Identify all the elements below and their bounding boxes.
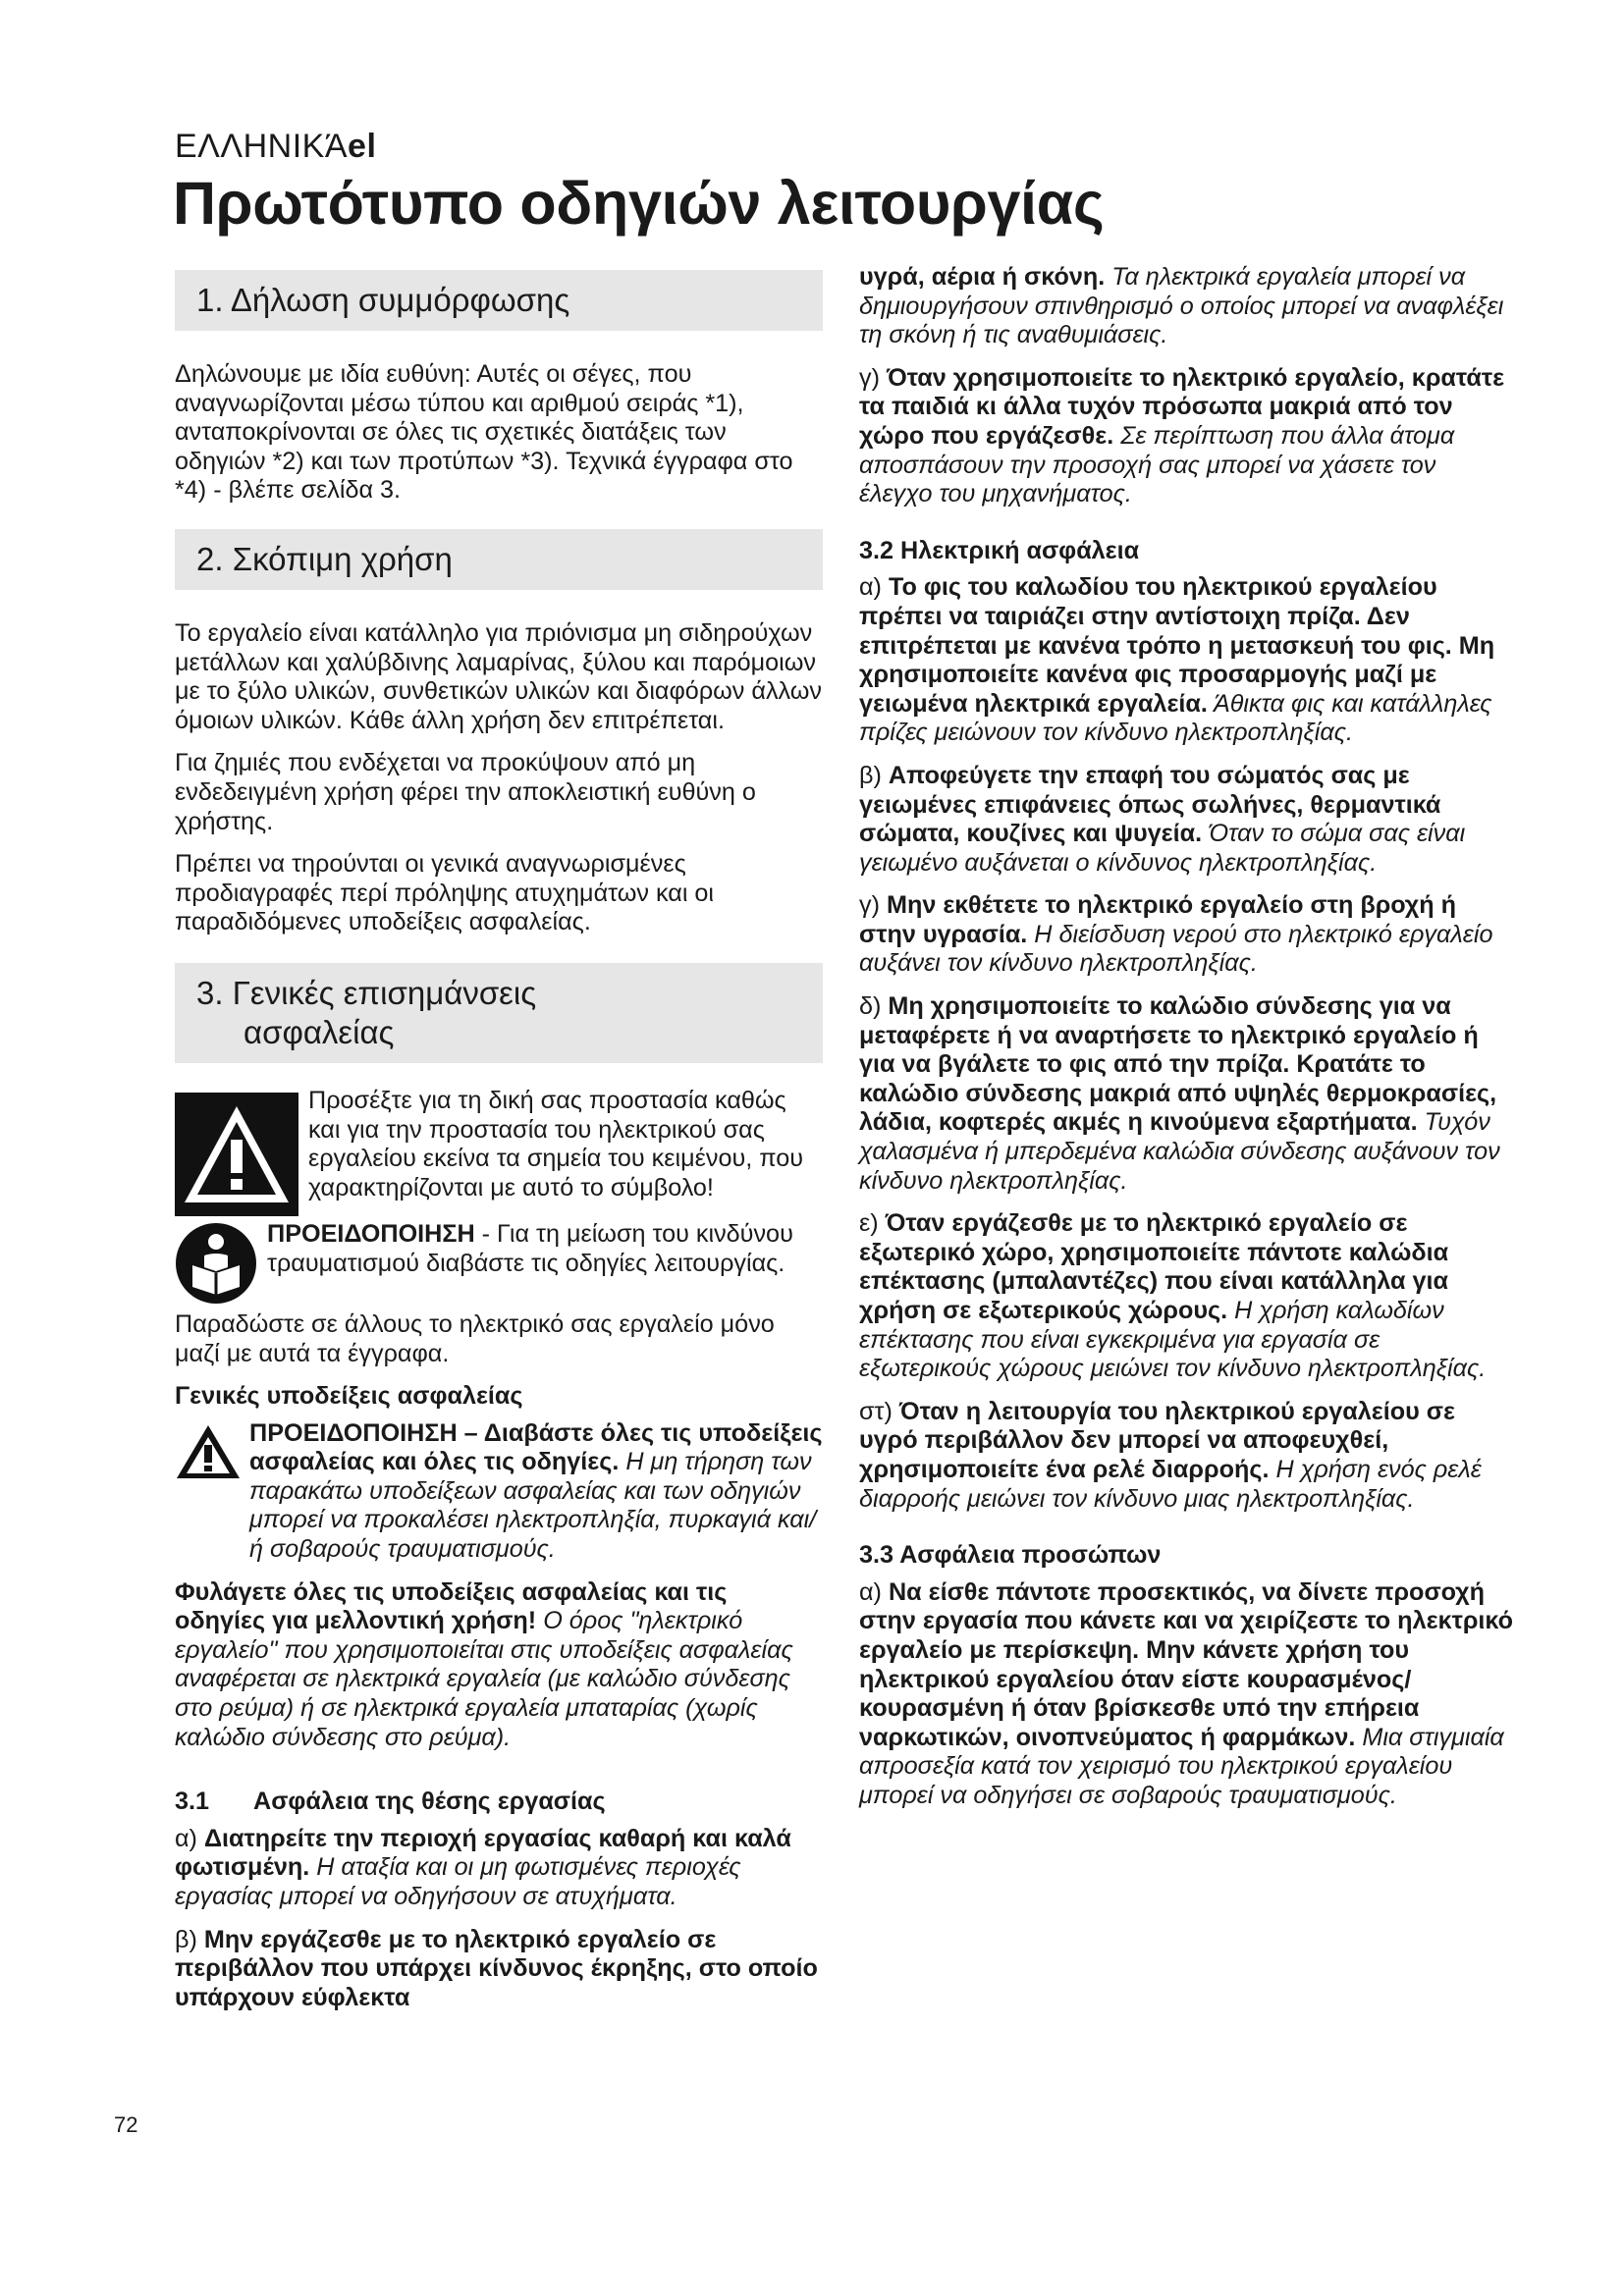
section-3-2-heading: 3.2 Ηλεκτρική ασφάλεια <box>859 536 1140 564</box>
electrical-item-c: γ) Μην εκθέτετε το ηλεκτρικό εργαλείο στη βροχή ή στην υγρασία. Η διείσδυση νερού στο ηλεκτρικό εργαλείο αυξάνει τον κίνδυνο ηλεκτροπληξίας. <box>859 891 1493 978</box>
page-number: 72 <box>114 2112 138 2137</box>
electrical-item-e: ε) Όταν εργάζεσθε με το ηλεκτρικό εργαλείο σε εξωτερικό χώρο, χρησιμοποιείτε πάντοτε καλώδια επέκτασης (μπαλαντέζες) που είναι κατάλληλα για χρήση σε εξωτερικούς χώρους. Η χρήση καλωδίων επέκτασης που είναι εγκεκριμένα για εργασία σε εξωτερικούς χώρους μειώνει τον κίνδυνο ηλεκτροπληξίας. <box>859 1209 1487 1383</box>
left-column <box>175 270 823 2026</box>
workplace-item-c: γ) Όταν χρησιμοποιείτε το ηλεκτρικό εργαλείο, κρατάτε τα παιδιά κι άλλα τυχόν πρόσωπα μακριά από τον χώρο που εργάζεσθε. Σε περίπτωση που άλλα άτομα αποσπάσουν την προσοχή σας μπορεί να χάσετε τον έλεγχο του μηχανήματος. <box>859 363 1505 508</box>
electrical-item-b: β) Αποφεύγετε την επαφή του σώματός σας με γειωμένες επιφάνειες όπως σωλήνες, θερμαντικά σώματα, κουζίνες και ψυγεία. Όταν το σώμα σας είναι γειωμένο αυξάνεται ο κίνδυνος ηλεκτροπληξίας. <box>859 761 1466 877</box>
electrical-item-d: δ) Μη χρησιμοποιείτε το καλώδιο σύνδεσης για να μεταφέρετε ή να αναρτήσετε το ηλεκτρικό εργαλείο ή για να βγάλετε το φις από την πρίζα. Κρατάτε το καλώδιο σύνδεσης μακριά από υψηλές θερμοκρασίες, λάδια, κοφτερές ακμές η κινούμενα εξαρτήματα. Τυχόν χαλασμένα ή μπερδεμένα καλώδια σύνδεσης αυξάνουν τον κίνδυνο ηλεκτροπληξίας. <box>859 992 1500 1195</box>
section-2-paragraph: Πρέπει να τηρούνται οι γενικά αναγνωρισμένες προδιαγραφές περί πρόληψης ατυχημάτων και οι παραδιδόμενες υποδείξεις ασφαλείας. <box>175 850 715 936</box>
section-3-3-heading: 3.3 Ασφάλεια προσώπων <box>859 1541 1162 1570</box>
section-2-heading: 2. Σκόπιμη χρήση <box>175 529 823 590</box>
workplace-item-b-continued: υγρά, αέρια ή σκόνη. Τα ηλεκτρικά εργαλεία μπορεί να δημιουργήσουν σπινθηρισμό ο οποίος μπορεί να αναφλέξει τη σκόνη ή τις αναθυμιάσεις. <box>859 263 1504 349</box>
section-3-heading: 3. Γενικές επισημάνσεις ασφαλείας <box>175 963 823 1063</box>
general-warning-note <box>175 1419 823 1565</box>
keep-instructions-note: Φυλάγετε όλες τις υποδείξεις ασφαλείας και τις οδηγίες για μελλοντική χρήση! Ο όρος "ηλεκτρικό εργαλείο" που χρησιμοποιείται στις υποδείξεις ασφαλείας αναφέρεται σε ηλεκτρικά εργαλεία (με καλώδιο σύνδεσης στο ρεύμα) ή σε ηλεκτρικά εργαλεία μπαταρίας (χωρίς καλώδιο σύνδεσης στο ρεύμα). <box>175 1577 793 1751</box>
language-label: ΕΛΛΗΝΙΚΆel <box>175 128 377 165</box>
warning-triangle-icon <box>175 1093 298 1216</box>
handover-note: Παραδώστε σε άλλους το ηλεκτρικό σας εργαλείο μόνο μαζί με αυτά τα έγγραφα. <box>175 1309 775 1367</box>
warning-symbol-note <box>175 1087 823 1216</box>
page-title: Πρωτότυπο οδηγιών λειτουργίας <box>173 170 1105 237</box>
workplace-item-a: α) Διατηρείτε την περιοχή εργασίας καθαρή και καλά φωτισμένη. Η αταξία και οι μη φωτισμένες περιοχές εργασίας μπορεί να οδηγήσουν σε ατυχήματα. <box>175 1824 791 1910</box>
read-manual-note <box>175 1220 823 1305</box>
section-1-heading: 1. Δήλωση συμμόρφωσης <box>175 270 823 331</box>
electrical-item-a: α) Το φις του καλωδίου του ηλεκτρικού εργαλείου πρέπει να ταιριάζει στην αντίστοιχη πρίζα. Δεν επιτρέπεται με κανένα τρόπο η μετασκευή του φις. Μη χρησιμοποιείτε κανένα φις προσαρμογής μαζί με γειωμένα ηλεκτρικά εργαλεία. Άθικτα φις και κατάλληλες πρίζες μειώνουν τον κίνδυνο ηλεκτροπληξίας. <box>859 573 1495 747</box>
general-warning-text: ΠΡΟΕΙΔΟΠΟΙΗΣΗ – Διαβάστε όλες τις υποδείξεις ασφαλείας και όλες τις οδηγίες. Η μη τήρηση των παρακάτω υποδείξεων ασφαλείας και των οδηγιών μπορεί να προκαλέσει ηλεκτροπληξία, πυρκαγιά και/ή σοβαρούς τραυματισμούς. <box>249 1418 823 1564</box>
read-manual-icon <box>175 1222 257 1305</box>
general-safety-heading: Γενικές υποδείξεις ασφαλείας <box>175 1382 523 1411</box>
personal-item-a: α) Να είσθε πάντοτε προσεκτικός, να δίνετε προσοχή στην εργασία που κάνετε και να χειρίζεστε το ηλεκτρικό εργαλείο με περίσκεψη. Μην κάνετε χρήση του ηλεκτρικού εργαλείου όταν είστε κουρασμένος/κουρασμένη ή όταν βρίσκεσθε υπό την επήρεια ναρκωτικών, οινοπνεύματος ή φαρμάκων. Μια στιγμιαία απροσεξία κατά τον χειρισμό του ηλεκτρικού εργαλείου μπορεί να οδηγήσει σε σοβαρούς τραυματισμούς. <box>859 1577 1513 1809</box>
read-manual-text: ΠΡΟΕΙΔΟΠΟΙΗΣΗ - Για τη μείωση του κινδύνου τραυματισμού διαβάστε τις οδηγίες λειτουργίας. <box>267 1219 793 1277</box>
right-column <box>859 263 1515 1825</box>
section-3-1-heading: 3.1 Ασφάλεια της θέσης εργασίας <box>175 1788 606 1816</box>
warning-symbol-text: Προσέξτε για τη δική σας προστασία καθώς και για την προστασία του ηλεκτρικού σας εργαλείου εκείνα τα σημεία του κειμένου, που χαρακτηρίζονται με αυτό το σύμβολο! <box>308 1086 804 1201</box>
section-2-paragraph: Για ζημιές που ενδέχεται να προκύψουν από μη ενδεδειγμένη χρήση φέρει την αποκλειστική ευθύνη ο χρήστης. <box>175 749 756 835</box>
warning-triangle-small-icon <box>175 1423 242 1480</box>
section-1-text: Δηλώνουμε με ιδία ευθύνη: Αυτές οι σέγες, που αναγνωρίζονται μέσω τύπου και αριθμού σειράς *1), ανταποκρίνονται σε όλες τις σχετικές διατάξεις των οδηγιών *2) και των προτύπων *3). Τεχνικά έγγραφα στο *4) - βλέπε σελίδα 3. <box>175 360 793 505</box>
workplace-item-b: β) Μην εργάζεσθε με το ηλεκτρικό εργαλείο σε περιβάλλον που υπάρχει κίνδυνος έκρηξης, στο οποίο υπάρχουν εύφλεκτα <box>175 1925 818 2011</box>
section-2-paragraph: Το εργαλείο είναι κατάλληλο για πριόνισμα μη σιδηρούχων μετάλλων και χαλύβδινης λαμαρίνας, ξύλου και παρόμοιων με το ξύλο υλικών, συνθετικών υλικών και διαφόρων άλλων όμοιων υλικών. Κάθε άλλη χρήση δεν επιτρέπεται. <box>175 618 823 734</box>
electrical-item-f: στ) Όταν η λειτουργία του ηλεκτρικού εργαλείου σε υγρό περιβάλλον δεν μπορεί να αποφευχθεί, χρησιμοποιείτε ένα ρελέ διαρροής. Η χρήση ενός ρελέ διαρροής μειώνει τον κίνδυνο μιας ηλεκτροπληξίας. <box>859 1397 1482 1513</box>
